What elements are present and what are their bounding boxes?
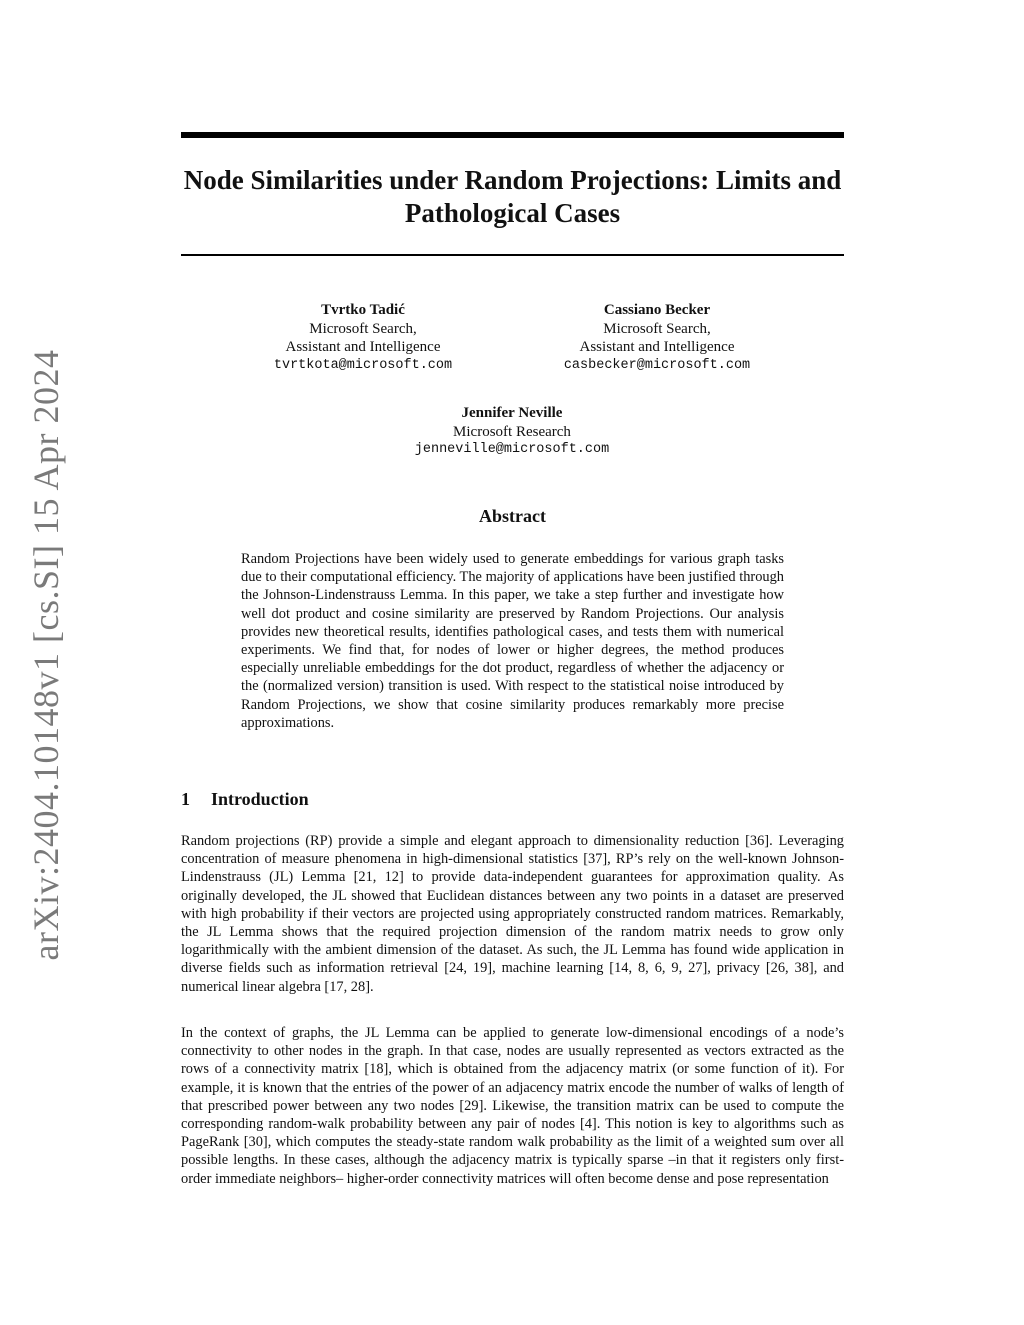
author-name: Cassiano Becker xyxy=(603,302,711,318)
author-block xyxy=(540,301,774,375)
author-affiliation: Assistant and Intelligence xyxy=(579,339,735,355)
section-title: Introduction xyxy=(211,789,309,809)
arxiv-identifier-stamp: arXiv:2404.10148v1 [cs.SI] 15 Apr 2024 xyxy=(26,349,66,961)
section-heading xyxy=(181,789,309,810)
paper-title: Node Similarities under Random Projections: Limits and Pathological Cases xyxy=(183,165,842,228)
abstract-text: Random Projections have been widely used to generate embeddings for various graph tasks due to their computational efficiency. The majority of applications have been justified through the Johnson-Lindenstrauss Lemma. In this paper, we take a step further and investigate how well dot product and cosine similarity are preserved by Random Projections. Our analysis provides new theoretical results, identifies pathological cases, and tests them with numerical experiments. We find that, for nodes of lower or higher degrees, the method produces especially unreliable embeddings for the dot product, regardless of whether the adjacency or the (normalized version) transition is used. With respect to the statistical noise introduced by Random Projections, we show that cosine similarity produces remarkably more precise approximations. xyxy=(241,551,784,731)
title-top-rule xyxy=(181,132,844,138)
title-bottom-rule xyxy=(181,254,844,256)
body-paragraph: In the context of graphs, the JL Lemma can be applied to generate low-dimensional encodings of a node’s connectivity to other nodes in the graph. In that case, nodes are usually represented as vectors extracted as the rows of a connectivity matrix [18], which is obtained from the adjacency matrix (or some function of it). For example, it is known that the entries of the power of an adjacency matrix encode the number of walks of length of that prescribed power between any two nodes [29]. Likewise, the transition matrix can be used to compute the corresponding random-walk probability between any pair of nodes [4]. This notion is key to algorithms such as PageRank [30], which computes the steady-state random walk probability as the limit of a weighted sum over all possible lengths. In these cases, although the adjacency matrix is typically sparse –in that it registers only first-order immediate neighbors– higher-order connectivity matrices will often become dense and pose representation xyxy=(181,1025,844,1187)
author-block xyxy=(250,301,476,375)
abstract-heading: Abstract xyxy=(479,506,546,526)
author-affiliation: Microsoft Research xyxy=(453,423,571,440)
author-email[interactable]: tvrtkota@microsoft.com xyxy=(273,357,453,373)
author-email[interactable]: casbecker@microsoft.com xyxy=(563,357,751,373)
author-name: Jennifer Neville xyxy=(461,405,563,421)
author-block xyxy=(390,404,634,460)
author-affiliation: Microsoft Search, xyxy=(603,320,711,337)
author-name: Tvrtko Tadić xyxy=(321,302,405,318)
section-number: 1 xyxy=(181,789,190,809)
author-email[interactable]: jenneville@microsoft.com xyxy=(414,442,610,457)
body-paragraph: Random projections (RP) provide a simple and elegant approach to dimensionality reduction [36]. Leveraging concentration of measure phenomena in high-dimensional statistics [37], RP’s rely on the well-known Johnson-Lindenstrauss (JL) Lemma [21, 12] to provide data-independent guarantees for approximation quality. As originally developed, the JL showed that Euclidean distances between any two points in a dataset are preserved with high probability if their vectors are projected using appropriately constructed random matrices. Remarkably, the JL Lemma shows that the required projection dimension of the random matrix needs to grow only logarithmically with the ambient dimension of the dataset. As such, the JL Lemma has found wide application in diverse fields such as information retrieval [24, 19], machine learning [14, 8, 6, 9, 27], privacy [26, 38], and numerical linear algebra [17, 28]. xyxy=(181,833,844,995)
author-affiliation: Microsoft Search, xyxy=(309,320,417,337)
author-affiliation: Assistant and Intelligence xyxy=(285,339,441,355)
